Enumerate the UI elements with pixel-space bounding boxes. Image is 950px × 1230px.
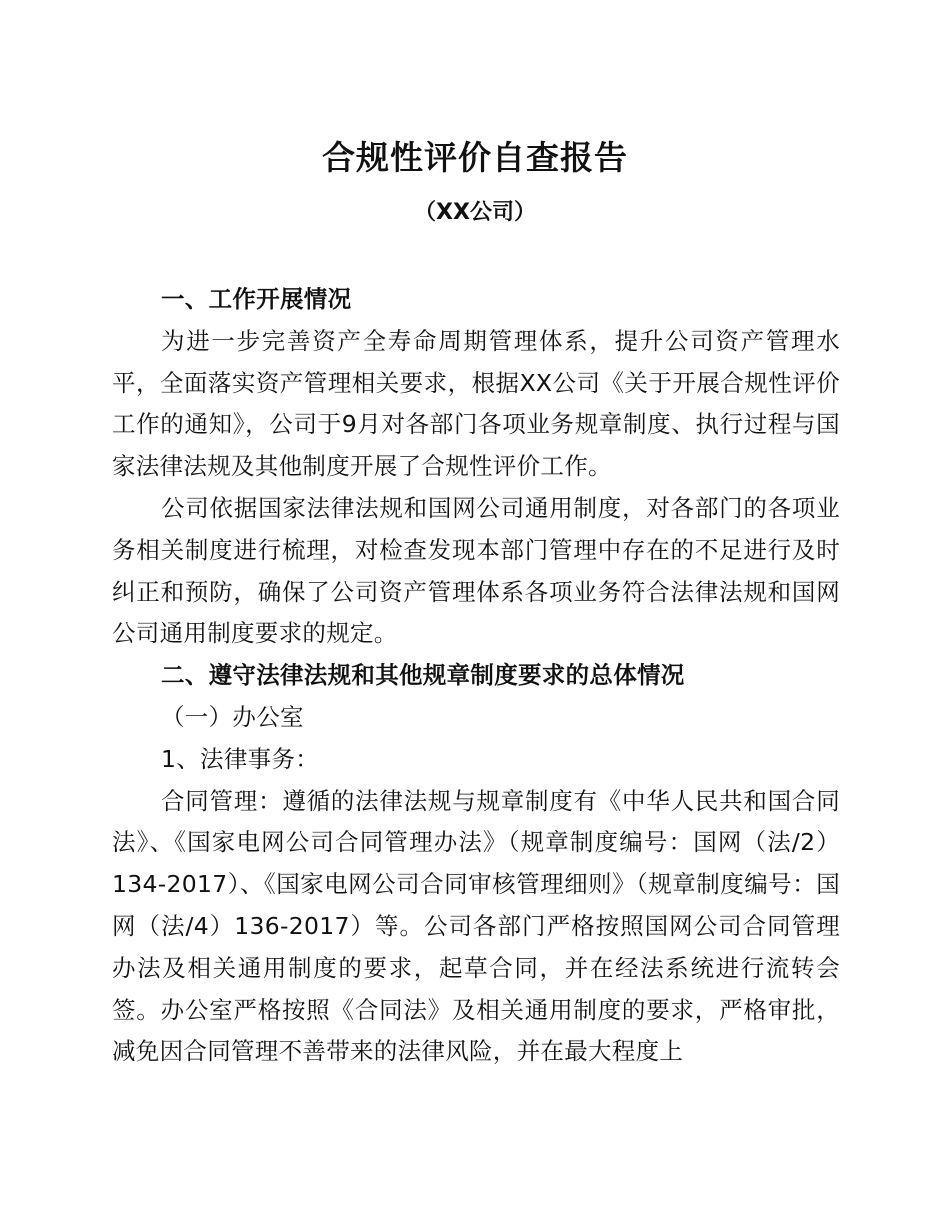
subsection-heading-office: （一）办公室 [161, 702, 304, 731]
section-heading-1: 一、工作开展情况 [161, 285, 352, 313]
paragraph-2: 公司依据国家法律法规和国网公司通用制度，对各部门的各项业务相关制度进行梳理，对检查发现本部门管理中存在的不足进行及时纠正和预防，确保了公司资产管理体系各项业务符合法律法规和国网公司通用制度要求的规定。 [112, 493, 840, 648]
document-title: 合规性评价自查报告 [322, 138, 628, 177]
paragraph-1: 为进一步完善资产全寿命周期管理体系，提升公司资产管理水平，全面落实资产管理相关要求，根据XX公司《关于开展合规性评价工作的通知》，公司于9月对各部门各项业务规章制度、执行过程与国家法律法规及其他制度开展了合规性评价工作。 [112, 326, 840, 481]
paragraph-contract-management: 合同管理：遵循的法律法规与规章制度有《中华人民共和国合同法》、《国家电网公司合同管理办法》（规章制度编号：国网（法/2）134-2017）、《国家电网公司合同审核管理细则》（规章制度编号：国网（法/4）136-2017）等。公司各部门严格按照国网公司合同管理办法及相关通用制度的要求，起草合同，并在经法系统进行流转会签。办公室严格按照《合同法》及相关通用制度的要求，严格审批，减免因合同管理不善带来的法律风险，并在最大程度上 [112, 786, 840, 1066]
section-heading-2: 二、遵守法律法规和其他规章制度要求的总体情况 [161, 661, 685, 690]
document-body [112, 279, 840, 1073]
document-subtitle: （XX公司） [414, 200, 536, 225]
item-heading-legal-affairs: 1、法律事务： [161, 744, 320, 773]
